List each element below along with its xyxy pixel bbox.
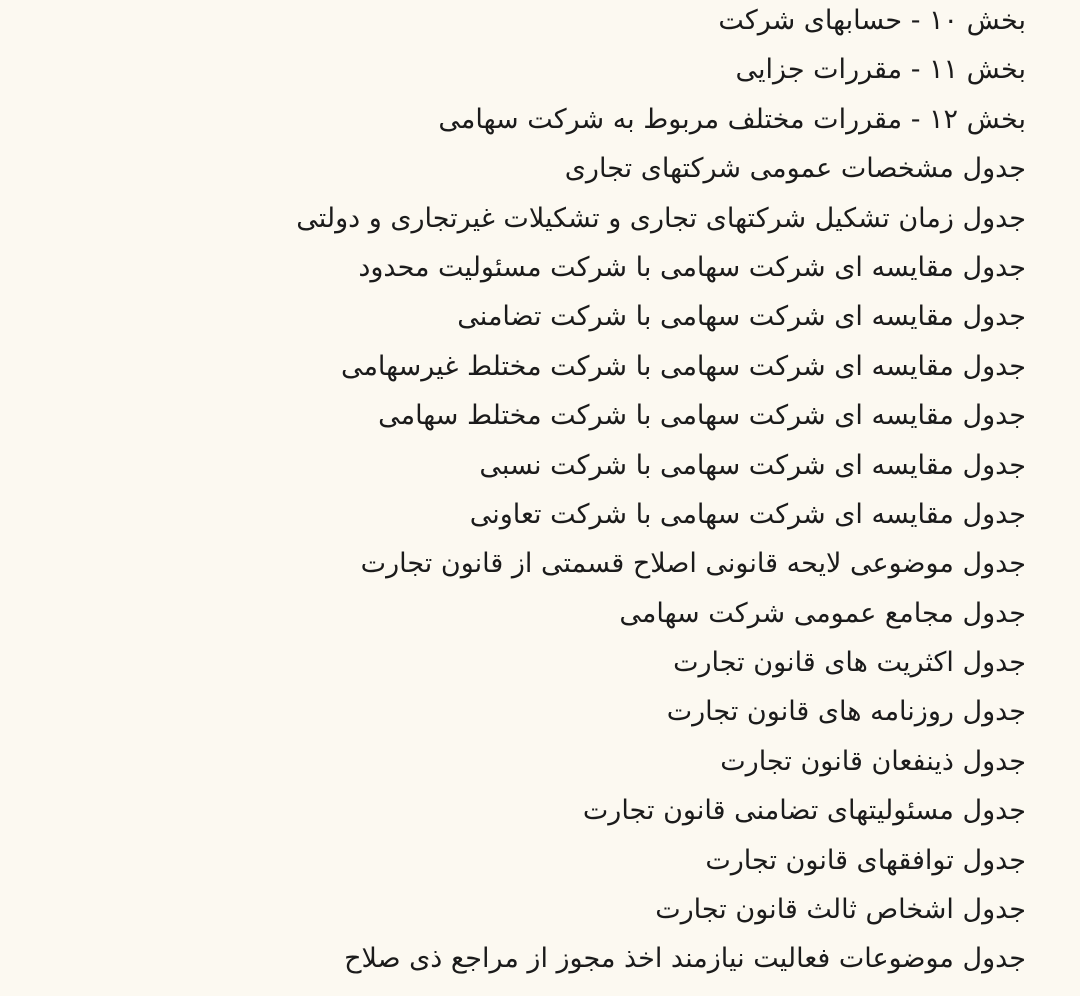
toc-item-table-formation-time[interactable]: جدول زمان تشکیل شرکتهای تجاری و تشکیلات غیرتجاری و دولتی [296, 202, 1026, 234]
toc-item-table-agreements[interactable]: جدول توافقهای قانون تجارت [705, 844, 1026, 876]
toc-item-table-compare-limited-liability[interactable]: جدول مقایسه ای شرکت سهامی با شرکت مسئولیت محدود [358, 251, 1026, 283]
toc-item-table-joint-liabilities[interactable]: جدول مسئولیتهای تضامنی قانون تجارت [582, 795, 1026, 827]
toc-item-table-compare-mixed-joint-stock[interactable]: جدول مقایسه ای شرکت سهامی با شرکت مختلط سهامی [378, 400, 1026, 432]
toc-item-table-compare-proportional[interactable]: جدول مقایسه ای شرکت سهامی با شرکت نسبی [479, 449, 1026, 481]
toc-item-section-12[interactable]: بخش ۱۲ - مقررات مختلف مربوط به شرکت سهامی [438, 103, 1026, 135]
toc-item-table-general-specs[interactable]: جدول مشخصات عمومی شرکتهای تجاری [564, 153, 1026, 185]
toc-item-section-10[interactable]: بخش ۱۰ - حسابهای شرکت [718, 5, 1026, 36]
toc-item-table-general-assemblies[interactable]: جدول مجامع عمومی شرکت سهامی [619, 597, 1026, 629]
toc-item-section-11[interactable]: بخش ۱۱ - مقررات جزایی [735, 54, 1026, 86]
toc-item-table-compare-cooperative[interactable]: جدول مقایسه ای شرکت سهامی با شرکت تعاونی [469, 498, 1026, 530]
toc-item-table-third-parties[interactable]: جدول اشخاص ثالث قانون تجارت [655, 894, 1026, 926]
toc-item-table-beneficiaries[interactable]: جدول ذینفعان قانون تجارت [720, 745, 1026, 777]
toc-item-table-licensed-activities[interactable]: جدول موضوعات فعالیت نیازمند اخذ مجوز از مراجع ذی صلاح [344, 943, 1026, 975]
toc-item-table-compare-mixed-non-joint-stock[interactable]: جدول مقایسه ای شرکت سهامی با شرکت مختلط غیرسهامی [340, 350, 1026, 382]
toc-item-table-amendment-bill[interactable]: جدول موضوعی لایحه قانونی اصلاح قسمتی از قانون تجارت [360, 548, 1026, 580]
toc-item-table-majorities[interactable]: جدول اکثریت های قانون تجارت [673, 647, 1026, 679]
toc-item-table-newspapers[interactable]: جدول روزنامه های قانون تجارت [666, 696, 1026, 728]
toc-item-table-compare-general-partnership[interactable]: جدول مقایسه ای شرکت سهامی با شرکت تضامنی [457, 301, 1026, 333]
